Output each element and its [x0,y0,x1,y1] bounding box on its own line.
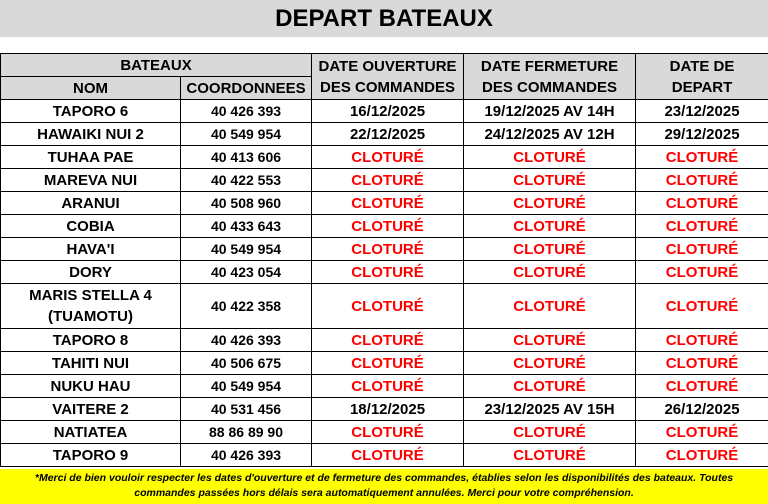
table-row [1,329,768,352]
cell-coordonnees: 40 433 643 [181,215,312,238]
cell-nom-line2: (TUAMOTU) [48,308,133,325]
cell-date-fermeture: CLOTURÉ [464,215,636,238]
cell-date-depart: CLOTURÉ [636,261,768,284]
cell-coordonnees: 40 426 393 [181,100,312,123]
cell-date-depart: CLOTURÉ [636,192,768,215]
header-date-depart [636,54,768,100]
table-row [1,421,768,444]
cell-coordonnees: 40 422 358 [181,284,312,329]
cell-date-ouverture: CLOTURÉ [312,215,464,238]
cell-date-ouverture: CLOTURÉ [312,284,464,329]
header-date-fermeture-line2: DES COMMANDES [482,78,618,96]
cell-date-fermeture: 23/12/2025 AV 15H [464,398,636,421]
cell-date-fermeture: CLOTURÉ [464,169,636,192]
cell-date-depart: CLOTURÉ [636,215,768,238]
cell-date-fermeture: CLOTURÉ [464,146,636,169]
header-date-depart-line2: DEPART [671,78,733,96]
cell-date-ouverture: CLOTURÉ [312,192,464,215]
header-date-fermeture [464,54,636,100]
title-bar [0,0,768,37]
table-row [1,100,768,123]
header-date-ouverture [312,54,464,100]
cell-date-depart: 23/12/2025 [636,100,768,123]
cell-date-fermeture: 19/12/2025 AV 14H [464,100,636,123]
cell-date-depart: CLOTURÉ [636,352,768,375]
cell-coordonnees: 40 508 960 [181,192,312,215]
footer-line-1: *Merci de bien vouloir respecter les dates d'ouverture et de fermeture des commandes, établies selon les disponibilités des bateaux. Toutes [34,472,734,484]
header-date-fermeture-line1: DATE FERMETURE [480,57,619,75]
cell-coordonnees: 40 531 456 [181,398,312,421]
header-date-ouverture-line1: DATE OUVERTURE [318,57,457,75]
cell-nom: MAREVA NUI [1,169,181,192]
page-title: DEPART BATEAUX [275,5,493,32]
table-row [1,352,768,375]
footer-line-2: commandes passées hors délais sera automatiquement annulées. Merci pour votre compréhension. [134,487,634,499]
cell-nom: DORY [1,261,181,284]
cell-date-fermeture: CLOTURÉ [464,421,636,444]
table-row [1,398,768,421]
cell-date-ouverture: CLOTURÉ [312,146,464,169]
table-row [1,444,768,467]
cell-date-depart: CLOTURÉ [636,169,768,192]
table-row [1,238,768,261]
header-date-ouverture-line2: DES COMMANDES [320,78,456,96]
table-row [1,375,768,398]
cell-date-fermeture: CLOTURÉ [464,192,636,215]
cell-date-fermeture: CLOTURÉ [464,261,636,284]
cell-coordonnees: 40 549 954 [181,123,312,146]
cell-coordonnees: 40 423 054 [181,261,312,284]
table-row [1,284,768,329]
cell-coordonnees: 40 426 393 [181,444,312,467]
cell-nom: ARANUI [1,192,181,215]
header-bateaux: BATEAUX [1,54,312,77]
table-row [1,146,768,169]
cell-nom: VAITERE 2 [1,398,181,421]
cell-date-ouverture: CLOTURÉ [312,352,464,375]
cell-coordonnees: 40 549 954 [181,238,312,261]
cell-coordonnees: 40 426 393 [181,329,312,352]
cell-nom: HAVA'I [1,238,181,261]
cell-nom: TAPORO 9 [1,444,181,467]
cell-date-ouverture: CLOTURÉ [312,329,464,352]
cell-date-fermeture: CLOTURÉ [464,352,636,375]
cell-date-ouverture: 22/12/2025 [312,123,464,146]
cell-date-depart: CLOTURÉ [636,421,768,444]
cell-date-ouverture: CLOTURÉ [312,169,464,192]
cell-nom: NATIATEA [1,421,181,444]
cell-coordonnees: 40 549 954 [181,375,312,398]
cell-date-ouverture: CLOTURÉ [312,261,464,284]
header-coordonnees: COORDONNEES [181,77,312,100]
cell-date-fermeture: 24/12/2025 AV 12H [464,123,636,146]
cell-date-depart: 26/12/2025 [636,398,768,421]
cell-date-depart: CLOTURÉ [636,329,768,352]
cell-date-fermeture: CLOTURÉ [464,329,636,352]
cell-date-ouverture: CLOTURÉ [312,444,464,467]
cell-date-ouverture: 16/12/2025 [312,100,464,123]
table-row [1,192,768,215]
cell-date-fermeture: CLOTURÉ [464,238,636,261]
cell-date-depart: CLOTURÉ [636,375,768,398]
cell-date-depart: CLOTURÉ [636,444,768,467]
cell-nom: HAWAIKI NUI 2 [1,123,181,146]
cell-date-ouverture: CLOTURÉ [312,421,464,444]
footer-notice [0,469,768,504]
cell-date-depart: CLOTURÉ [636,146,768,169]
header-nom: NOM [1,77,181,100]
cell-coordonnees: 40 506 675 [181,352,312,375]
table-row [1,123,768,146]
cell-date-fermeture: CLOTURÉ [464,444,636,467]
cell-nom-line1: MARIS STELLA 4 [29,287,152,304]
table-row [1,169,768,192]
departures-table [0,53,768,467]
cell-date-depart: CLOTURÉ [636,238,768,261]
table-body [1,100,768,467]
cell-coordonnees: 88 86 89 90 [181,421,312,444]
cell-date-fermeture: CLOTURÉ [464,375,636,398]
cell-date-ouverture: 18/12/2025 [312,398,464,421]
cell-date-ouverture: CLOTURÉ [312,375,464,398]
cell-nom: NUKU HAU [1,375,181,398]
cell-nom: COBIA [1,215,181,238]
cell-date-depart: CLOTURÉ [636,284,768,329]
cell-date-fermeture: CLOTURÉ [464,284,636,329]
cell-nom: TAPORO 6 [1,100,181,123]
header-date-depart-line1: DATE DE [669,57,735,75]
cell-nom: TAPORO 8 [1,329,181,352]
cell-nom: TUHAA PAE [1,146,181,169]
cell-nom [1,284,181,329]
cell-date-ouverture: CLOTURÉ [312,238,464,261]
table-row [1,261,768,284]
table-row [1,215,768,238]
cell-coordonnees: 40 413 606 [181,146,312,169]
cell-coordonnees: 40 422 553 [181,169,312,192]
cell-nom: TAHITI NUI [1,352,181,375]
cell-date-depart: 29/12/2025 [636,123,768,146]
